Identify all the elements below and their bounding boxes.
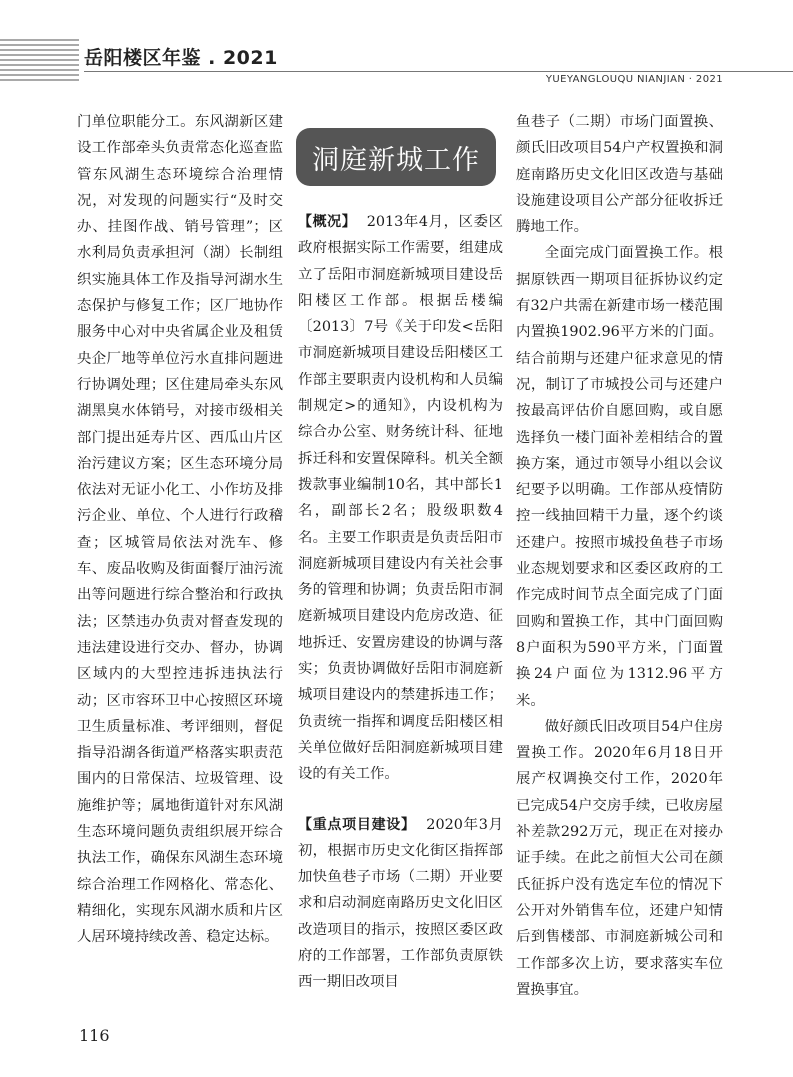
running-header-title: 岳阳楼区年鉴 . 2021 (84, 47, 278, 69)
column-1 (77, 109, 283, 951)
header-stripes-decoration (0, 39, 79, 85)
column-2 (298, 209, 503, 996)
column3-paragraph-1: 鱼巷子（二期）市场门面置换、颜氏旧改项目54户产权置换和洞庭南路历史文化旧区改造与基础设施建设项目公产部分征收拆迁腾地工作。 (516, 114, 723, 236)
key-project-text: 2020年3月初，根据市历史文化街区指挥部加快鱼巷子市场（二期）开业要求和启动洞庭南路历史文化旧区改造项目的指示，按照区委区政府的工作部署，工作部负责原铁西一期旧改项目 (298, 816, 503, 991)
key-project-paragraph (298, 812, 503, 996)
column3-paragraph-2: 全面完成门面置换工作。根据原铁西一期项目征拆协议约定有32户共需在新建市场一楼范围内置换1902.96平方米的门面。结合前期与还建户征求意见的情况，制订了市城投公司与还建户按最高评估价自愿回购，或自愿选择负一楼门面补差相结合的置换方案，通过市领导小组以会议纪要予以明确。工作部从疫情防控一线抽回精干力量，逐个约谈还建户。按照市城投鱼巷子市场业态规划要求和区委区政府的工作完成时间节点全面完成了门面回购和置换工作，其中门面回购8户面积为590平方米，门面置换24户面位为1312.96平方米。 (516, 245, 723, 709)
section-title-badge: 洞庭新城工作 (296, 128, 496, 186)
overview-text: 2013年4月，区委区政府根据实际工作需要，组建成立了岳阳市洞庭新城项目建设岳阳楼区工作部。根据岳楼编〔2013〕7号《关于印发<岳阳市洞庭新城项目建设岳阳楼区工作部主要职责内设机构和人员编制规定>的通知》，内设机构为综合办公室、财务统计科、征地拆迁科和安置保障科。机关全额拨款事业编制10名，其中部长1名，副部长2名；股级职数4名。主要工作职责是负责岳阳市洞庭新城项目建设内有关社会事务的管理和协调；负责岳阳市洞庭新城项目建设内危房改造、征地拆迁、安置房建设的协调与落实；负责协调做好岳阳市洞庭新城项目建设内的禁建拆违工作；负责统一指挥和调度岳阳楼区相关单位做好岳阳洞庭新城项目建设的有关工作。 (298, 214, 503, 783)
page-number: 116 (79, 1026, 110, 1045)
column-3 (516, 109, 723, 1003)
column3-paragraph-3: 做好颜氏旧改项目54户住房置换工作。2020年6月18日开展产权调换交付工作，2020年已完成54户交房手续，已收房屋补差款292万元，现正在对接办证手续。在此之前恒大公司在颜氏征拆户没有选定车位的情况下公开对外销售车位，还建户知情后到售楼部、市洞庭新城公司和工作部多次上访，要求落实车位置换事宜。 (516, 718, 723, 998)
running-header-subtitle: YUEYANGLOUQU NIANJIAN · 2021 (545, 74, 723, 85)
key-project-label: 【重点项目建设】 (298, 816, 416, 833)
overview-paragraph (298, 209, 503, 788)
header-rule (84, 71, 793, 72)
column1-paragraph: 门单位职能分工。东风湖新区建设工作部牵头负责常态化巡查监管东风湖生态环境综合治理情况，对发现的问题实行“及时交办、挂图作战、销号管理”；区水利局负责承担河（湖）长制组织实施具体工作及指导河湖水生态保护与修复工作；区厂地协作服务中心对中央省属企业及租赁央企厂地等单位污水直排问题进行协调处理；区住建局牵头东风湖黑臭水体销号，对接市级相关部门提出延寿片区、西瓜山片区治污建议方案；区生态环境分局依法对无证小化工、小作坊及排污企业、单位、个人进行行政稽查；区城管局依法对洗车、修车、废品收购及街面餐厅油污流出等问题进行综合整治和行政执法；区禁违办负责对督查发现的违法建设进行交办、督办，协调区域内的大型控违拆违执法行动；区市容环卫中心按照区环境卫生质量标准、考评细则，督促指导沿湖各街道严格落实职责范围内的日常保洁、垃圾管理、设施维护等；属地街道针对东风湖生态环境问题负责组织展开综合执法工作，确保东风湖生态环境综合治理工作网格化、常态化、精细化，实现东风湖水质和片区人居环境持续改善、稳定达标。 (77, 114, 283, 946)
overview-label: 【概况】 (298, 214, 357, 230)
